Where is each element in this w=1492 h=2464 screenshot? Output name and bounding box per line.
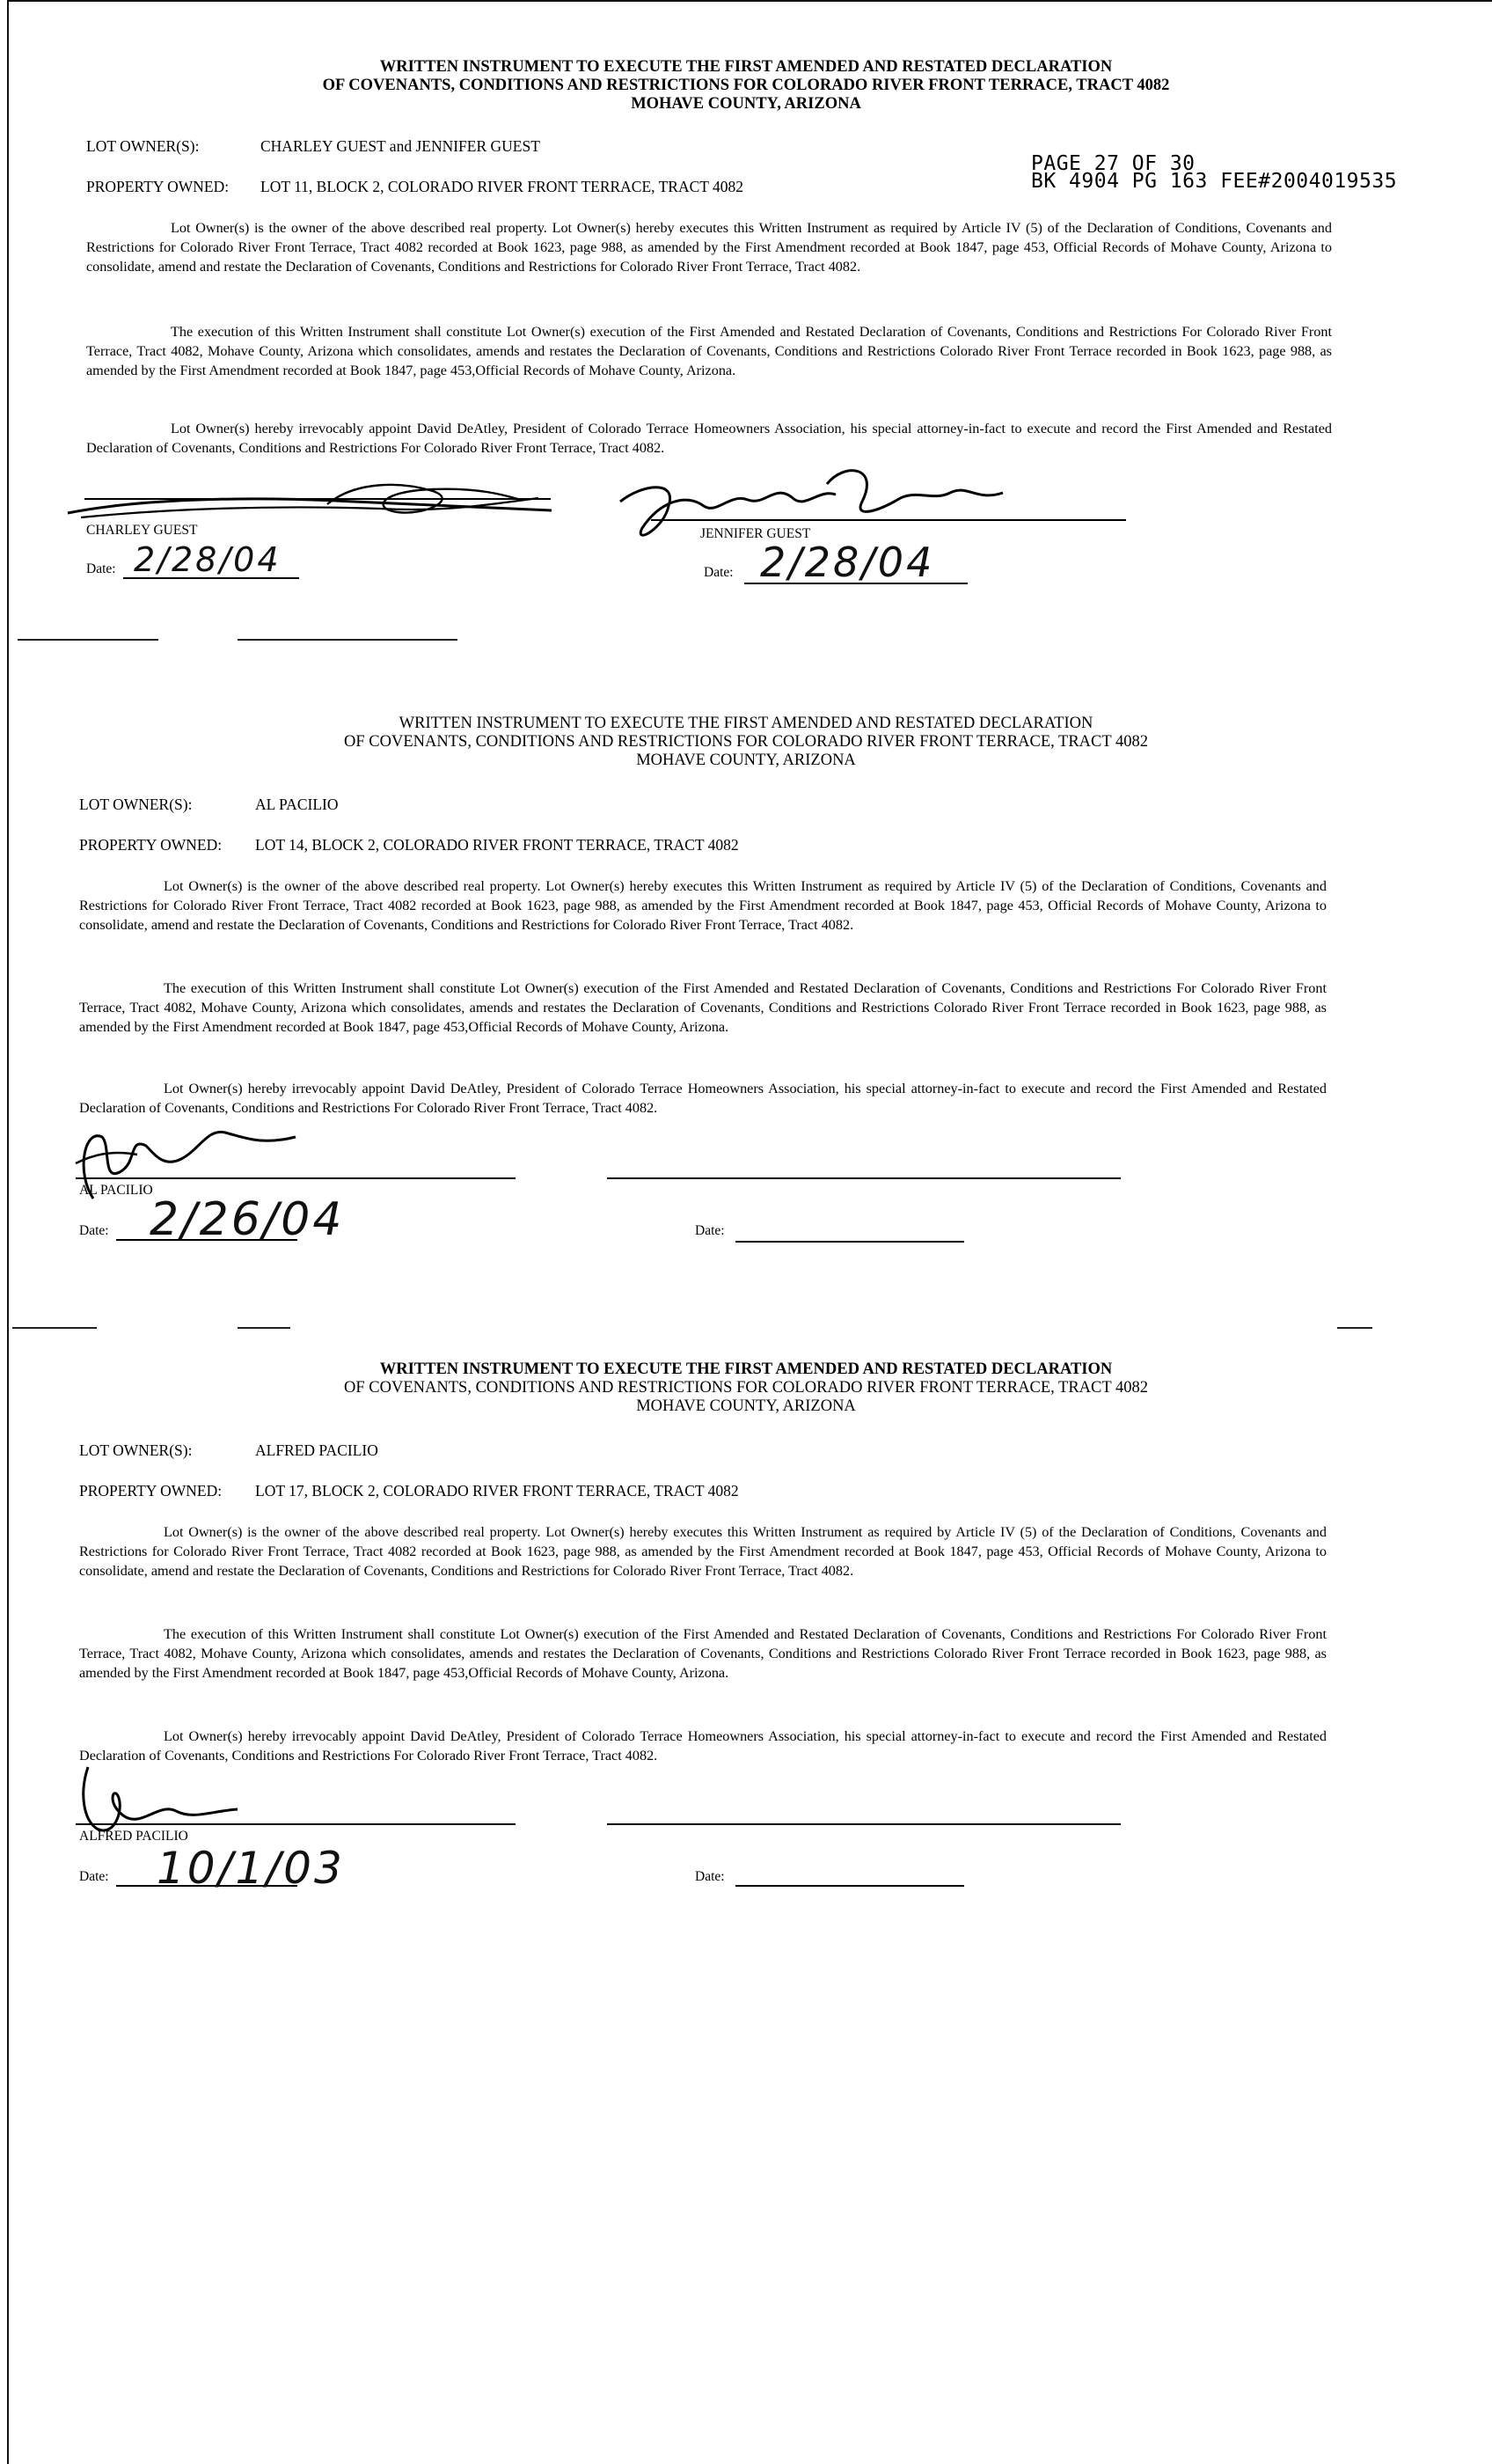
lot-owner-value: CHARLEY GUEST and JENNIFER GUEST: [260, 137, 540, 155]
lot-owner-value: AL PACILIO: [255, 796, 339, 813]
lot-owner-label: LOT OWNER(S):: [79, 796, 193, 813]
handwritten-date-1: 2/26/04: [150, 1193, 345, 1246]
signer-name-charley-guest: CHARLEY GUEST: [86, 523, 198, 538]
property-owned-label: PROPERTY OWNED:: [79, 1482, 223, 1500]
handwritten-date-1: 10/1/03: [157, 1843, 345, 1894]
paragraph-execution: The execution of this Written Instrument shall constitute Lot Owner(s) execution of the First Amended and Restated Declaration of Covenants, Conditions and Restrictions For Colorado River Front Terrace, Tract 4082, Mohave County, Arizona which consolidates, amends and restates the Declaration of Covenants, Conditions and Restrictions Colorado River Front Terrace recorded in Book 1623, page 988, as amended by the First Amendment recorded at Book 1847, page 453,Official Records of Mohave County, Arizona.: [79, 980, 1327, 1035]
page-left-border: [7, 0, 9, 2464]
lot-owner-label: LOT OWNER(S):: [79, 1441, 193, 1459]
handwritten-date-1: 2/28/04: [134, 540, 282, 579]
section-title-line2: OF COVENANTS, CONDITIONS AND RESTRICTIONS FOR COLORADO RIVER FRONT TERRACE, TRACT 4082: [344, 1379, 1148, 1397]
paragraph-attorney-in-fact: Lot Owner(s) hereby irrevocably appoint David DeAtley, President of Colorado Terrace Homeowners Association, his special attorney-in-fact to execute and record the First Amended and Restated Declaration of Covenants, Conditions and Restrictions For Colorado River Front Terrace, Tract 4082.: [86, 421, 1332, 456]
paragraph-execution: The execution of this Written Instrument shall constitute Lot Owner(s) execution of the First Amended and Restated Declaration of Covenants, Conditions and Restrictions For Colorado River Front Terrace, Tract 4082, Mohave County, Arizona which consolidates, amends and restates the Declaration of Covenants, Conditions and Restrictions Colorado River Front Terrace recorded in Book 1623, page 988, as amended by the First Amendment recorded at Book 1847, page 453,Official Records of Mohave County, Arizona.: [79, 1626, 1327, 1681]
lot-owner-label: LOT OWNER(S):: [86, 137, 200, 155]
page-top-border: [7, 0, 1492, 2]
charley-guest-signature: [63, 473, 556, 526]
paragraph-ownership: Lot Owner(s) is the owner of the above described real property. Lot Owner(s) hereby executes this Written Instrument as required by Article IV (5) of the Declaration of Conditions, Covenants and Restrictions for Colorado River Front Terrace, Tract 4082 recorded at Book 1623, page 988, as amended by the First Amendment recorded at Book 1847, page 453, Official Records of Mohave County, Arizona to consolidate, amend and restate the Declaration of Covenants, Conditions and Restrictions for Colorado River Front Terrace, Tract 4082.: [86, 220, 1332, 275]
date-label-2: Date:: [695, 1223, 725, 1238]
signature-line-1: [84, 498, 551, 500]
separator-dash: [12, 1327, 97, 1329]
date-line-2: [735, 1241, 964, 1243]
recording-page-stamp: PAGE 27 OF 30: [1031, 152, 1196, 175]
signature-line-1: [76, 1177, 516, 1179]
signature-line-2: [607, 1177, 1121, 1179]
recording-book-stamp: BK 4904 PG 163 FEE#2004019535: [1031, 170, 1398, 193]
date-label-2: Date:: [704, 565, 734, 580]
section-title-line1: WRITTEN INSTRUMENT TO EXECUTE THE FIRST AMENDED AND RESTATED DECLARATION: [399, 715, 1093, 732]
separator-dash: [238, 1327, 290, 1329]
paragraph-attorney-in-fact: Lot Owner(s) hereby irrevocably appoint David DeAtley, President of Colorado Terrace Homeowners Association, his special attorney-in-fact to execute and record the First Amended and Restated Declaration of Covenants, Conditions and Restrictions For Colorado River Front Terrace, Tract 4082.: [79, 1081, 1327, 1116]
paragraph-execution: The execution of this Written Instrument shall constitute Lot Owner(s) execution of the First Amended and Restated Declaration of Covenants, Conditions and Restrictions For Colorado River Front Terrace, Tract 4082, Mohave County, Arizona which consolidates, amends and restates the Declaration of Covenants, Conditions and Restrictions Colorado River Front Terrace recorded in Book 1623, page 988, as amended by the First Amendment recorded at Book 1847, page 453,Official Records of Mohave County, Arizona.: [86, 324, 1332, 378]
section-title-line3: MOHAVE COUNTY, ARIZONA: [631, 95, 861, 113]
date-line-2: [735, 1885, 964, 1887]
property-owned-label: PROPERTY OWNED:: [79, 836, 223, 854]
paragraph-ownership: Lot Owner(s) is the owner of the above described real property. Lot Owner(s) hereby executes this Written Instrument as required by Article IV (5) of the Declaration of Conditions, Covenants and Restrictions for Colorado River Front Terrace, Tract 4082 recorded at Book 1623, page 988, as amended by the First Amendment recorded at Book 1847, page 453, Official Records of Mohave County, Arizona to consolidate, amend and restate the Declaration of Covenants, Conditions and Restrictions for Colorado River Front Terrace, Tract 4082.: [79, 1524, 1327, 1579]
property-owned-label: PROPERTY OWNED:: [86, 178, 230, 195]
signer-name-jennifer-guest: JENNIFER GUEST: [700, 526, 811, 541]
jennifer-guest-signature: [616, 466, 1056, 546]
separator-dash: [18, 639, 158, 641]
section-title-line2: OF COVENANTS, CONDITIONS AND RESTRICTIONS FOR COLORADO RIVER FRONT TERRACE, TRACT 4082: [344, 733, 1148, 751]
lot-owner-value: ALFRED PACILIO: [255, 1441, 378, 1459]
paragraph-attorney-in-fact: Lot Owner(s) hereby irrevocably appoint David DeAtley, President of Colorado Terrace Homeowners Association, his special attorney-in-fact to execute and record the First Amended and Restated Declaration of Covenants, Conditions and Restrictions For Colorado River Front Terrace, Tract 4082.: [79, 1728, 1327, 1764]
signature-line-1: [76, 1823, 516, 1825]
property-owned-value: LOT 14, BLOCK 2, COLORADO RIVER FRONT TERRACE, TRACT 4082: [255, 836, 739, 854]
signature-line-2: [607, 1823, 1121, 1825]
paragraph-ownership: Lot Owner(s) is the owner of the above described real property. Lot Owner(s) hereby executes this Written Instrument as required by Article IV (5) of the Declaration of Conditions, Covenants and Restrictions for Colorado River Front Terrace, Tract 4082 recorded at Book 1623, page 988, as amended by the First Amendment recorded at Book 1847, page 453, Official Records of Mohave County, Arizona to consolidate, amend and restate the Declaration of Covenants, Conditions and Restrictions for Colorado River Front Terrace, Tract 4082.: [79, 878, 1327, 933]
section-title-line3: MOHAVE COUNTY, ARIZONA: [636, 752, 856, 769]
section-title-line2: OF COVENANTS, CONDITIONS AND RESTRICTIONS FOR COLORADO RIVER FRONT TERRACE, TRACT 4082: [322, 77, 1170, 94]
signer-name-alfred-pacilio: ALFRED PACILIO: [79, 1829, 188, 1844]
section-title-line3: MOHAVE COUNTY, ARIZONA: [636, 1397, 856, 1415]
section-title-line1: WRITTEN INSTRUMENT TO EXECUTE THE FIRST AMENDED AND RESTATED DECLARATION: [379, 1360, 1113, 1378]
property-owned-value: LOT 11, BLOCK 2, COLORADO RIVER FRONT TERRACE, TRACT 4082: [260, 178, 744, 195]
date-label-1: Date:: [79, 1223, 109, 1238]
date-label-1: Date:: [86, 561, 116, 576]
separator-dash: [238, 639, 457, 641]
property-owned-value: LOT 17, BLOCK 2, COLORADO RIVER FRONT TERRACE, TRACT 4082: [255, 1482, 739, 1500]
date-label-1: Date:: [79, 1869, 109, 1884]
separator-dash: [1337, 1327, 1372, 1329]
date-label-2: Date:: [695, 1869, 725, 1884]
section-title-line1: WRITTEN INSTRUMENT TO EXECUTE THE FIRST AMENDED AND RESTATED DECLARATION: [379, 58, 1113, 76]
signer-name-al-pacilio: AL PACILIO: [79, 1183, 153, 1198]
signature-line-2: [651, 519, 1126, 521]
handwritten-date-2: 2/28/04: [760, 539, 935, 586]
